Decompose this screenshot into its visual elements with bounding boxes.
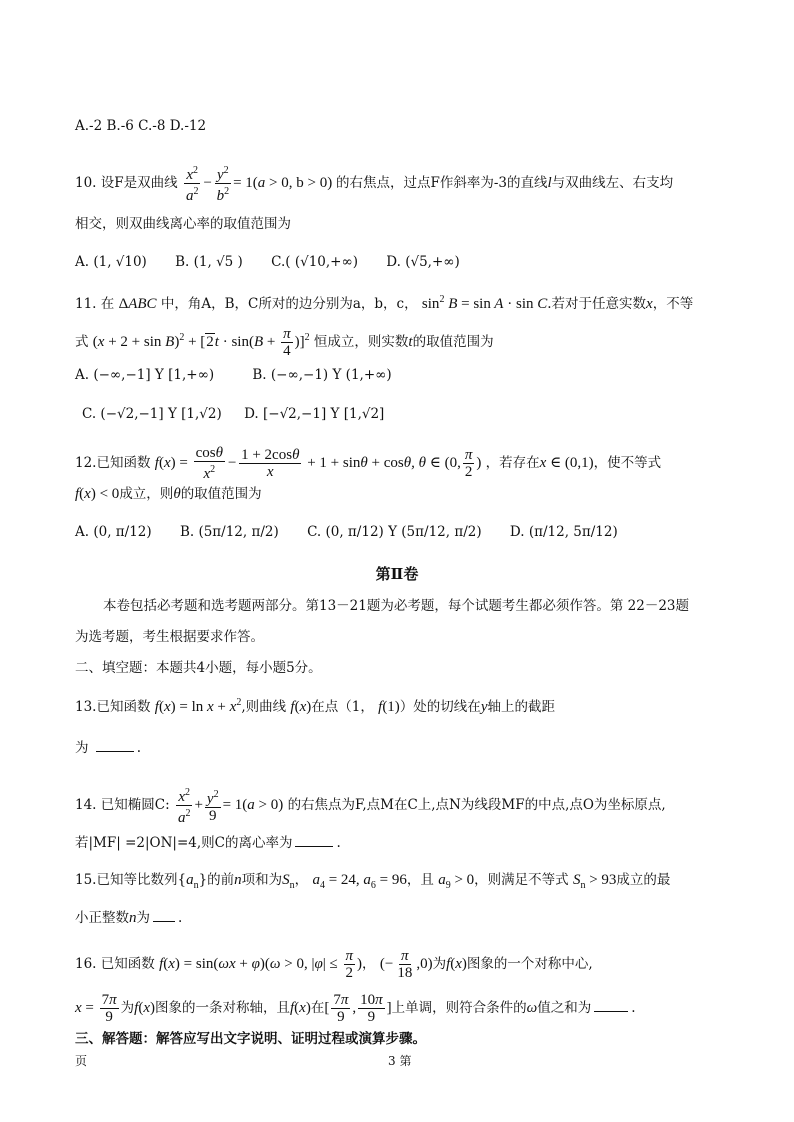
q10-options [75,252,734,272]
q15-line2: 小正整数n为 . [75,907,734,928]
q11-option-a: A. (−∞,−1] Y [1,+∞) [75,367,215,383]
q11-line2: 式 $(x + 2 + \sin B)^2 + [2t \cdot \sin(B$ + $\frac{\pi}{4}$ )]$^2$ 恒成立，则实数t的取值范围为 [75,326,494,359]
q11-line1: 11. 在 ΔABC 中，角A，B，C所对的边分别为a，b，c， $\sin^2 B = \sin A \cdot \sin C$.若对于任意实数x，不等 [75,294,694,312]
q10-hyperbola-equation: $\frac{x^2}{a^2}$ − $\frac{y^2}{b^2}$ = 1(a > 0, b > 0) [185,165,333,204]
q12-option-b: B. (5π/12, π/2) [179,524,279,540]
q14-line2: 若|MF| =2|ON|=4,则C的离心率为 . [75,832,734,853]
q12-option-a: A. (0, π/12) [75,524,152,540]
q10-option-d: D. (√5,+∞) [386,254,460,270]
q10-option-c: C.( (√10,+∞) [271,254,358,270]
answer-section-heading: 三、解答题：解答应写出文字说明、证明过程或演算步骤。 [75,1031,426,1047]
section-2-intro-line2: 为选考题，考生根据要求作答。 [75,629,264,645]
q11-option-d: D. [−√2,−1] Y [1,√2] [244,406,385,422]
q11-option-c: C. (−√2,−1] Y [1,√2) [82,406,222,422]
q12-options [75,522,734,542]
footer-page-number: 3 第 [388,1054,412,1068]
q11-options-cd [82,404,734,424]
q11-options-ab [75,365,734,385]
q10-option-a: A. (1, √10) [75,254,147,270]
fill-in-heading: 二、填空题：本题共4小题，每小题5分。 [75,660,322,676]
footer-left: 页 [75,1054,88,1068]
q10-line1: 10. 设F是双曲线 $\frac{x^2}{a^2}$ − $\frac{y^2}{b^2}$ = 1(a > 0, b > 0) 的右焦点，过点F作斜率为-3的直线l与双曲线左、右支均 [75,165,674,204]
section-2-title: 第Ⅱ卷 [375,565,419,583]
q12-line2: f(x) < 0成立，则θ的取值范围为 [75,486,262,502]
q14-answer-blank[interactable] [295,832,333,847]
q13-line2: 为 . [75,737,734,758]
q16-interval: [ $\frac{7\pi}{9}$ , $\frac{10\pi}{9}$ ] [324,992,392,1025]
q13-line1: 13.已知函数 $f(x) = \ln x + x^2$,则曲线 f(x)在点（1， f(1)）处的切线在y轴上的截距 [75,697,555,715]
q16-center: (− $\frac{\pi}{18}$ ,0) [379,948,433,981]
section-2-intro-line1: 本卷包括必考题和选考题两部分。第13－21题为必考题，每个试题考生都必须作答。第 22－23题 [103,598,690,614]
q15-terms: $a_4 = 24$, $a_6 = 96$ [312,872,407,891]
q14-ellipse-equation: $\frac{x^2}{a^2}$ + $\frac{y^2}{9}$ = 1(a > 0) [177,787,284,826]
q11-triangle: ΔABC [118,296,157,312]
q12-option-d: D. (π/12, 5π/12) [509,524,618,540]
q11-option-b: B. (−∞,−1) Y (1,+∞) [252,367,392,383]
q12-option-c: C. (0, π/12) Y (5π/12, π/2) [307,524,482,540]
q16-answer-blank[interactable] [594,997,628,1012]
q15-line1: 15.已知等比数列$\{a_n\}$的前n项和为$S_n$， $a_4 = 24$, $a_6 = 96$，且 $a_9 > 0$，则满足不等式 $S_n > 93$成立的最 [75,872,671,891]
q12-function: f(x) = $\frac{\cos\theta}{x^2}$ − $\frac{1 + 2\cos\theta}{x}$ + 1 + sinθ + cosθ, θ ∈ (0, $\frac{\pi}{2}$ ) [154,445,482,482]
q12-line1: 12.已知函数 f(x) = $\frac{\cos\theta}{x^2}$ − $\frac{1 + 2\cos\theta}{x}$ + 1 + sinθ + cosθ, θ ∈ (0, $\frac{\pi}{2}$ ) ，若存在x ∈ (0,1)，使不等式 [75,445,662,482]
q13-function: $f(x) = \ln x + x^2$ [154,697,242,715]
q13-answer-blank[interactable] [96,737,134,752]
q16-function: f(x) = sin(ωx + φ)(ω > 0, |φ| ≤ $\frac{\pi}{2}$ ) [159,948,363,981]
q16-line1: 16. 已知函数 f(x) = sin(ωx + φ)(ω > 0, |φ| ≤ $\frac{\pi}{2}$ )， (− $\frac{\pi}{18}$ ,0)为f(x)图象的一个对称中心, [75,948,593,981]
q10-line2: 相交，则双曲线离心率的取值范围为 [75,216,291,232]
q10-number: 10. 设F是双曲线 [75,174,178,191]
q16-axis: x = $\frac{7\pi}{9}$ [75,992,117,1025]
q11-condition: $\sin^2 B = \sin A \cdot \sin C$ [421,294,548,312]
q16-line2: x = $\frac{7\pi}{9}$ 为f(x)图象的一条对称轴，且f(x)在[ $\frac{7\pi}{9}$ , $\frac{10\pi}{9}$ ]上单调，则符合条件的ω值之和为 . [75,992,636,1025]
q9-options: A.-2 B.-6 C.-8 D.-12 [75,118,207,134]
q11-inequality: $(x + 2 + \sin B)^2 + [2t \cdot \sin(B$ + $\frac{\pi}{4}$ )]$^2$ [92,326,310,359]
q10-option-b: B. (1, √5 ) [175,254,243,270]
q14-line1: 14. 已知椭圆C: $\frac{x^2}{a^2}$ + $\frac{y^2}{9}$ = 1(a > 0) 的右焦点为F,点M在C上,点N为线段MF的中点,点O为坐标原点, [75,787,666,826]
q15-answer-blank[interactable] [153,907,175,922]
